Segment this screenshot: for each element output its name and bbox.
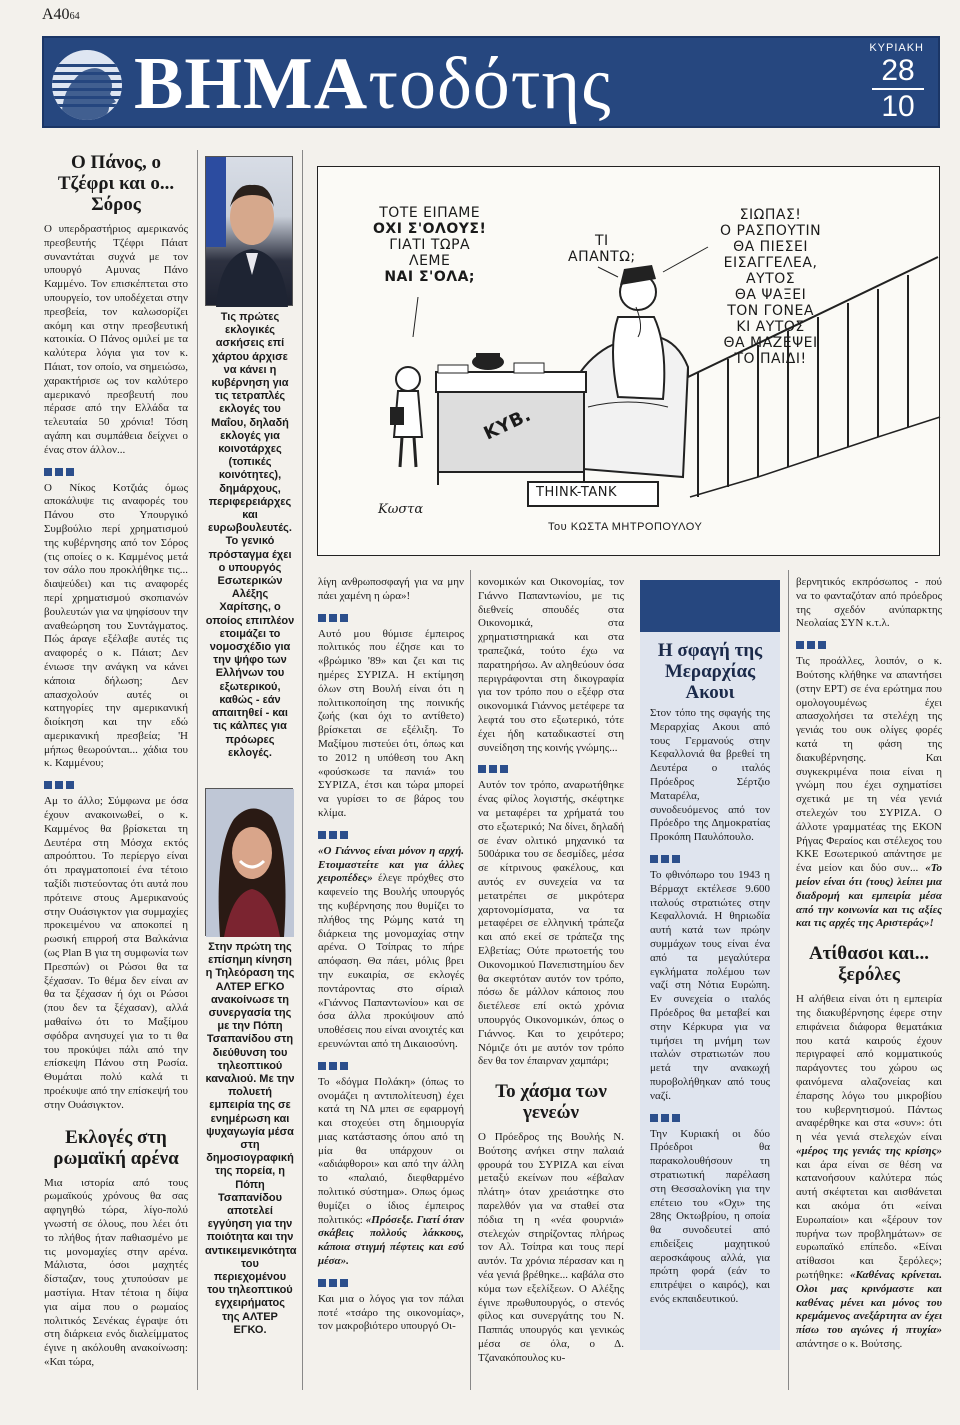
- sidebar-header-bar: [640, 580, 780, 632]
- paragraph: λίγη ανθρωποσφαγή για να μην πάει χαμένη η ώρα»!: [318, 576, 464, 602]
- masthead-day: ΚΥΡΙΑΚΗ: [869, 42, 924, 54]
- paragraph: «Ο Γιάννος είναι μόνον η αρχή. Ετοιμαστείτε και για άλλες χειροπέδες» έλεγε πρόχθες στο καφενείο της Βουλής υπουργός της κυβέρνησης που θυμίζει το πλήθος της Ρώμης κατά τη διάρκεια της μονομαχίας στην αρένα. Ο Τσίπρας το πήρε απόφαση. Θα πάει, μόλις βρει την ευκαιρία, σε εκλογές ποντάροντας στο σίριαλ «Γιάννος Παπαντωνίου» και σε όσα άλλα προκύψουν από υποθέσεις που είναι ανοιχτές και ερευνώνται από τη Δικαιοσύνη.: [318, 844, 464, 1050]
- paragraph: Αυτό μου θύμισε έμπειρος πολιτικός που έζησε και το «βρώμικο '89» και ζει και τις ημέρες ΣΥΡΙΖΑ. Η εκτίμηση όλων στη Βουλή είναι ότι η πολιτικοποίηση της ποινικής ζωής (και όχι το αντίθετο) βρίσκεται σε εξέλιξη. Το Μαξίμου πιστεύει ότι, όπως και το 2012 η υπόθεση του Ακη «φούσκωσε τα πανιά» του ΣΥΡΙΖΑ, έτσι και τώρα μπορεί να γυρίσει το σε βάρος του κλίμα.: [318, 627, 464, 819]
- article-title-elections: Εκλογές στη ρωμαϊκή αρένα: [53, 1126, 179, 1169]
- caption-tsapanidou: Στην πρώτη της επίσημη κίνηση η Τηλεόραση της ΑΛΤΕΡ ΕΓΚΟ ανακοίνωσε τη συνεργασία της με την Πόπη Τσαπανίδου στη διεύθυνση του τηλεοπτικού καναλιού. Με την πολυετή εμπειρία της σε ενημέρωση και ψυχαγωγία μέσα στη δημοσιογραφική της πορεία, η Πόπη Τσαπανίδου αποτελεί εγγύηση για την ποιότητα και την αντικειμενικότητα του περιεχομένου του τηλεοπτικού εγχειρήματος της ΑΛΤΕΡ ΕΓΚΟ.: [205, 941, 297, 1336]
- article-title-panos: Ο Πάνος, ο Τζέφρι και ο... Σόρος: [57, 152, 175, 215]
- section-divider-icon: [318, 831, 348, 839]
- column-3: [318, 576, 464, 1334]
- section-divider-icon: [44, 468, 74, 476]
- portrait-woman-icon: [206, 789, 294, 937]
- speech-bubble-question: ΤΙ ΑΠΑΝΤΩ;: [568, 233, 636, 265]
- desk-label: ΚΥΒ.: [480, 404, 535, 445]
- paragraph: βερνητικός εκπρόσωπος - πού να το φανταζόταν από πρόεδρος της σχεδόν ανύπαρκτης Νεολαίας ΣΥΝ κ.τ.λ.: [796, 576, 942, 630]
- paragraph: Στον τόπο της σφαγής της Μεραρχίας Ακουι από τους Γερμανούς στην Κεφαλλονιά θα βρεθεί τη Δευτέρα ο ιταλός Πρόεδρος Σέρτζιο Ματαρέλα, συνοδευόμενος από τον Πρόεδρο της Δημοκρατίας Προκόπη Παυλόπουλο.: [650, 707, 770, 844]
- column-rule: [302, 150, 303, 1390]
- photo-tsapanidou: [205, 788, 293, 936]
- section-divider-icon: [650, 1114, 680, 1122]
- masthead: [42, 36, 940, 128]
- cartoon-credit: Του ΚΩΣΤΑ ΜΗΤΡΟΠΟΥΛΟΥ: [548, 521, 703, 533]
- paragraph: Αμ το άλλο; Σύμφωνα με όσα έχουν ανακοινωθεί, ο κ. Καμμένος θα βρίσκεται τη Δευτέρα στη Μόσχα εκτός απροόπτου. Το περίεργο είναι ότι πραγματοποιεί ένα τέτοιο ταξίδι πιστεύοντας ότι αυτά που πρότεινε στους Αμερικανούς στην Ουάσιγκτον για συμμαχίες προκειμένου να αποκοπεί η ρωσική επιρροή στα Βαλκάνια (ως Plan B για τη συμφωνία των Πρεσπών) οι Ρώσοι θα τα ξέχασαν. Το θέμα δεν είναι αν θα τα ξέχασαν ή όχι οι Ρώσοι (που δεν τα ξέχασαν), αλλά μαθαίνω ότι το Μαξίμου σφόδρα ανησυχεί για το τι θα του προκύψει πάλι από την επίσκεψη Πάνου στη Ρωσία. Θυμάται πολύ καλά τι προέκυψε από την επίσκεψή του στην Ουάσιγκτον.: [44, 795, 188, 1111]
- paragraph: Και μια ο λόγος για τον πάλαι ποτέ «τσάρο της οικονομίας», τον μακροβιότερο υπουργό Οι-: [318, 1292, 464, 1333]
- paragraph: Μια ιστορία από τους ρωμαϊκούς χρόνους θα σας αφηγηθώ τώρα, λίγο-πολύ γνωστή σε όλους, που λέει ότι το πλήθος ήταν παθιασμένο με τις μονομαχίες στην αρένα. Μάλιστα, όσοι μαχητές δίσταζαν, τους χτυπούσαν με μαστίγια. Ηταν τέτοια η δίψα για αίμα που ο ρωμαίος πολιτικός Σενέκας έγραψε ότι στη διάρκεια ενός διαλείμματος έγινε η ακόλουθη ανακοίνωση: «Και τώρα,: [44, 1176, 188, 1368]
- think-tank-sign: THINK-TANK: [536, 485, 618, 500]
- article-title-generations: Το χάσμα των γενεών: [495, 1081, 607, 1124]
- article-title-atithasoi: Ατίθασοι και... ξερόλες: [808, 943, 930, 986]
- masthead-title: ΒΗΜΑτοδότης: [134, 43, 612, 125]
- portrait-man-icon: [206, 157, 294, 307]
- speech-bubble-man: ΣΙΩΠΑΣ! Ο ΡΑΣΠΟΥΤΙΝ ΘΑ ΠΙΕΣΕΙ ΕΙΣΑΓΓΕΛΕΑ, ΑΥΤΟΣ ΘΑ ΨΑΞΕΙ ΤΟΝ ΓΟΝΕΑ ΚΙ ΑΥΤΟΣ ΘΑ ΜΑΖΕΨΕΙ ΤΟ ΠΑΙΔΙ!: [720, 207, 822, 367]
- paragraph: Η αλήθεια είναι ότι η εμπειρία της διακυβέρνησης έφερε στην επιφάνεια διάφορα θεματάκια που κατά καιρούς έχουν περιγραφεί από κομματικούς παράγοντες του χώρου ως φαινόμενα αλαζονείας και έπαρσης λόγω του μικροβίου του κυβερνητισμού. Πάντως αναφέρθηκε και στα «συν»: ότι η νέα γενιά στελεχών είναι «μέρος της γενιάς της κρίσης» και άρα είναι σε θέση να κατανοήσουν καλύτερα πώς αυτή σκέφτεται και αισθάνεται και ακόμα ότι «είναι Ευρωπαίοι» και «ξέρουν τον πυρήνα των προβλημάτων» σε ευρωπαϊκό επίπεδο. «Είναι ατίθασοι και ξερόλες»; ρωτήθηκε: «Καθένας κρίνεται. Ολοι μας κρινόμαστε και καθένας μένει και μόνος του κρεμάμενος ανεξάρτητα αν έχει πίσω του αγώνες ή πτυχία» απάντησε ο κ. Βούτσης.: [796, 993, 942, 1351]
- column-rule: [788, 570, 789, 1390]
- column-4: [478, 576, 624, 1366]
- paragraph: Την Κυριακή οι δύο Πρόεδροι θα παρακολουθήσουν τη στρατιωτική παρέλαση στη Θεσσαλονίκη για την επέτειο του «Οχι» της 28ης Οκτωβρίου, η οποία θα συνοδευτεί από επιδείξεις μαχητικού αεροσκάφους αλλά, για πρώτη φορά (εάν το επιτρέψει ο καιρός), και ενός εκπαιδευτικού.: [650, 1127, 770, 1306]
- section-divider-icon: [796, 641, 826, 649]
- profile-head-logo-icon: [52, 50, 122, 120]
- paragraph: Αυτόν τον τρόπο, αναρωτήθηκε ένας φίλος λογιστής, σκέφτηκε να μεταφέρει τα χρήματά του στο εξωτερικό; Να δίνει, δηλαδή σε έναν ολιτικό μηχανικό τα 500άρικα του σε δεσμίδες, μέσα σε κίτρινους φακέλους, και αυτός εν συνεχεία να τα μετατρέπει σε μικρότερα χαρτονομίσματα, να τα μεταφέρει σε ελληνική τράπεζα και από εκεί σε τράπεζα της Ελβετίας; Ούτε πρωτοετής του Οικονομικού Πανεπιστημίου δεν θα σκεφτόταν αυτόν τον τρόπο, πόσω δε μάλλον κάποιος που διετέλεσε επί οκτώ χρόνια υπουργός Οικονομικών, όπως ο Γιάννος. Και το χειρότερο; Νόμιζε ότι με αυτόν τον τρόπο δεν θα τον έπαιρναν χαμπάρι;: [478, 779, 624, 1068]
- photo-haritsis: [205, 156, 293, 306]
- paragraph: Τις προάλλες, λοιπόν, ο κ. Βούτσης κλήθηκε να απαντήσει (στην ΕΡΤ) σε ένα ερώτημα που ομολογουμένως έχει απασχολήσει τα στελέχη της γενιάς του ουκ ολίγες φορές κατά τη φάση της διακυβέρνησης. Και συγκεκριμένα ποια είναι η γνώμη που έχει σχηματίσει σχετικά με τη νέα γενιά στελεχών του ΣΥΡΙΖΑ. Ο άλλοτε γραμματέας της ΕΚΟΝ Ρήγας Φεραίος και στέλεχος του ΚΚΕ Εσωτερικού απάντησε με ένα μείον και δύο συν... «Το μείον είναι ότι (τους) λείπει μια διαδρομή και εμπειρία μέσα από την κοινωνία και τις αξίες και τις αρχές της Αριστεράς»!: [796, 655, 942, 930]
- page-number: A4064: [42, 6, 80, 23]
- sidebar-title: Η σφαγή της Μεραρχίας Ακουι: [657, 640, 763, 703]
- sidebar-box: [640, 580, 780, 1350]
- column-6: [796, 576, 942, 1352]
- speech-bubble-boy: ΤΟΤΕ ΕΙΠΑΜΕ ΟΧΙ Σ'ΟΛΟΥΣ! ΓΙΑΤΙ ΤΩΡΑ ΛΕΜΕ ΝΑΙ Σ'ΟΛΑ;: [373, 205, 487, 285]
- paragraph: Ο υπερδραστήριος αμερικανός πρεσβευτής Τζέφρι Πάιατ συναντάται συχνά με τον υπουργό Αμυνας Πάνο Καμμένο. Τον επισκέπτεται στο υπουργείο, τον υποδέχεται στην πρεσβεία, τον καλωσορίζει ακόμη και στην πρεσβευτική κατοικία. Ο Πάνος ομιλεί με τα καλύτερα λόγια για τον κ. Πάιατ, τον οποίο, να σημειώσω, χαρακτήρισε ως τον καλύτερο αμερικανό πρεσβευτή που πέρασε από την Ελλάδα τα τελευταία 50 χρόνια! Τόση αγάπη και συμπάθεια δείχνει ο ένας στον άλλον...: [44, 223, 188, 456]
- section-divider-icon: [318, 1062, 348, 1070]
- section-divider-icon: [478, 765, 508, 773]
- column-rule: [197, 150, 198, 1390]
- editorial-cartoon: [317, 166, 940, 556]
- paragraph: Ο Πρόεδρος της Βουλής Ν. Βούτσης ανήκει στην παλαιά φρουρά του ΣΥΡΙΖΑ και είναι μεταξύ εκείνων που «έβαλαν πλάτη» όταν χρειάστηκε στο παρελθόν για να σταθεί στα πόδια τη η «νέα φουρνιά» στελεχών στηρίζοντας πλήρως τον Αλ. Τσίπρα και τους περί αυτόν. Τα χρόνια πέρασαν και η νέα γενιά βρέθηκε... καβάλα στο κύμα των εξελίξεων. Ο Αλέξης έγινε πρωθυπουργός, ο στενός φίλος και συνεργάτης του Ν. Παππάς υπουργός και γενικώς μέσα σε όλα, ο Δ. Τζανακόπουλος κυ-: [478, 1131, 624, 1364]
- cartoonist-signature: Κωστα: [378, 502, 424, 517]
- section-divider-icon: [44, 781, 74, 789]
- paragraph: Ο Νίκος Κοτζιάς όμως αποκάλυψε τις αναφορές του Πάνου στο Υπουργικό Συμβούλιο περί χρηματισμού της κυβέρνησης από τον Σόρος (τις οποίες ο κ. Καμμένος μετά τον σάλο που προκλήθηκε τις... διαψεύδει) και τις αναφορές περί χρηματισμού σκοπιανών βουλευτών για να ψηφίσουν την αναθεώρηση του Συντάγματος. Πώς άραγε εξέλαβε αυτές τις αναφορές ο κ. Πάιατ; Δεν ένιωσε την ανάγκη να κάνει κάποια δήλωση; Δεν απασχολούν αυτές οι κατηγορίες την αμερικανική διοίκηση και την εδώ αμερικανική πρεσβεία; 'Η μήπως θεωρούνται... χάδια του κ. Καμμένου;: [44, 481, 188, 770]
- paragraph: κονομικών και Οικονομίας, τον Γιάννο Παπαντωνίου, με τις διεθνείς σπουδές στα Οικονομικά, στα χρηματιστηριακά και στα τραπεζικά, τούτο έχω να παρατηρήσω. Αν αληθεύουν όσα περιγράφονται στη δικογραφία για τον τρόπο που ο εξέφρ στα οικονομικά Γιάννος μετέφερε τα λεφτά του στο εξωτερικό, τότε έχει ήδη καταδικαστεί στη συνείδηση της κοινής γνώμης...: [478, 576, 624, 754]
- section-divider-icon: [318, 1279, 348, 1287]
- paragraph: Το «δόγμα Πολάκη» (όπως το ονομάζει η αντιπολίτευση) έχει κατά τη ΝΔ μπει σε εφαρμογή και στοχεύει στη δημιουργία μιας κατάστασης όπου από τη μία θα υπάρχουν οι «αδιάφθοροι» και από την άλλη το «παλαιό, διεφθαρμένο πολιτικό σύστημα». Οπως όμως θυμίζει ο ίδιος έμπειρος πολιτικός: «Πρόσεξε. Γιατί όταν σκάβεις πολλούς λάκκους, κάποια στιγμή πέφτεις και εσύ μέσα».: [318, 1075, 464, 1268]
- caption-haritsis: Τις πρώτες εκλογικές ασκήσεις επί χάρτου άρχισε να κάνει η κυβέρνηση για τις τετραπλές εκλογές του Μαΐου, δηλαδή εκλογές για κοινοτάρχες (τοπικές κοινότητες), δημάρχους, περιφερειάρχες και ευρωβουλευτές. Το γενικό πρόσταγμα έχει ο υπουργός Εσωτερικών Αλέξης Χαρίτσης, ο οποίος επιπλέον ετοιμάζει το νομοσχέδιο για την ψήφο των Ελλήνων του εξωτερικού, καθώς - εάν απαιτηθεί - και τις κάλπες για πρόωρες εκλογές.: [205, 311, 295, 759]
- section-divider-icon: [318, 614, 348, 622]
- paragraph: Το φθινόπωρο του 1943 η Βέρμαχτ εκτέλεσε 9.600 ιταλούς στρατιώτες στην Κεφαλλονιά. Η θηριωδία αυτή κατά των πρώην συμμάχων τους είναι ένα από τα μεγαλύτερα εγκλήματα πολέμου των ναζί στη Νότια Ευρώπη. Εν συνεχεία ο ιταλός Πρόεδρος θα μεταβεί και στην Κέρκυρα για να τιμήσει τη μνήμη των ιταλών στρατιωτών που μετά την ανακωχή πυροβολήθηκαν από τους ναζί.: [650, 868, 770, 1102]
- column-rule: [470, 570, 471, 1390]
- column-1: [44, 152, 188, 1370]
- section-divider-icon: [650, 855, 680, 863]
- masthead-date: 28 10: [872, 56, 924, 122]
